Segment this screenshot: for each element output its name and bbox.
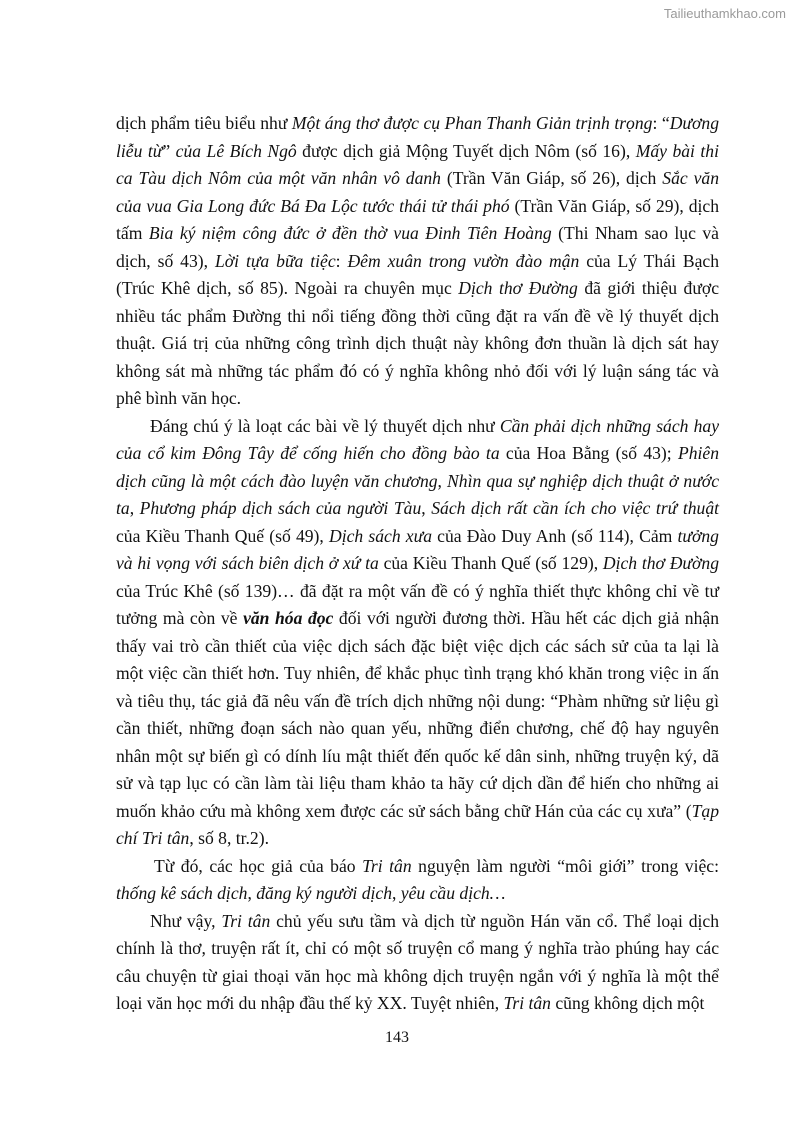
italic-title: tưởng và hi vọng với sách biên dịch ở xứ ta (116, 525, 719, 573)
italic-title: Tri tân (221, 910, 271, 931)
page-number: 143 (385, 1029, 409, 1046)
text-run: dịch phẩm tiêu biểu như (116, 113, 292, 133)
italic-title: Nhìn qua sự nghiệp dịch thuật ở nước ta (116, 470, 719, 518)
italic-title: Cần phải dịch những sách hay của cổ kim Đông Tây để cống hiến cho đồng bào ta (116, 415, 720, 463)
text-run: nguyện làm người “môi giới” trong việc: (411, 855, 719, 876)
text-run: Như vậy, (150, 910, 222, 931)
text-run: Từ đó, các học giả của báo (154, 855, 363, 876)
italic-title: Phương pháp dịch sách của người Tàu (139, 498, 422, 518)
text-run: của Hoa Bằng (số 43); (499, 443, 678, 463)
paragraph (116, 413, 719, 853)
text-run: của Kiều Thanh Quế (số 129), (378, 553, 603, 573)
text-run: (Trần Văn Giáp, số 29), dịch tấm (116, 195, 719, 243)
paragraph (116, 110, 719, 413)
text-run: đối với người đương thời. Hầu hết các dịch giả nhận thấy vai trò cần thiết của việc dịch sách đặc biệt việc dịch các sách sử của ta lại là một việc cần thiết hơn. Tuy nhiên, để khắc phục tình trạng khó khăn trong việc in ấn và tiêu thụ, tác giả đã nêu vấn đề trích dịch những nội dung: “Phàm những sử liệu gì cần thiết, những đoạn sách nào quan yếu, những điển chương, chế độ hay nguyên nhân một sự biến gì có dính líu mật thiết đến quốc kế dân sinh, những truyện ký, dã sử và tạp lục có cần làm tài liệu tham khảo ta hãy cứ dịch dần để hiến cho những ai muốn khảo cứu mà không xem được các sử sách bằng chữ Hán của các cụ xưa” ( (116, 608, 720, 821)
text-run: của Lý Thái Bạch (Trúc Khê dịch, số 85). Ngoài ra chuyên mục (116, 250, 719, 298)
italic-title: Phiên dịch cũng là một cách đào luyện văn chương (116, 443, 719, 491)
italic-title: Bia ký niệm công đức ở đền thờ vua Đinh Tiên Hoàng (148, 223, 552, 243)
italic-title: Tạp chí Tri tân (116, 800, 719, 848)
italic-title: Dương liễu từ (116, 113, 719, 161)
text-run: chủ yếu sưu tầm và dịch từ nguồn Hán văn cổ. Thể loại dịch chính là thơ, truyện rất ít, chỉ có một số truyện cổ mang ý nghĩa trào phúng hay các câu chuyện từ giai thoại văn học mà không dịch truyện ngắn với ý nghĩa là một thể loại văn học mới du nhập đầu thế kỷ XX. Tuyệt nhiên, (116, 910, 719, 1013)
italic-title: Sắc văn của vua Gia Long đức Bá Đa Lộc tước thái tử thái phó (116, 168, 719, 216)
paragraph (116, 908, 719, 1018)
italic-title: đăng ký người dịch (256, 883, 392, 903)
text-run: (Trần Văn Giáp, số 26), dịch (440, 168, 663, 188)
italic-title: Đêm xuân trong vườn đào mận (347, 250, 580, 271)
text-run: đã giới thiệu được nhiều tác phẩm Đường thi nổi tiếng đồng thời cũng đặt ra vấn đề về lý thuyết dịch thuật. Giá trị của những công trình dịch thuật này không đơn thuần là dịch sát hay không sát mà những tác phẩm đó có ý nghĩa không nhỏ đối với lý luận sáng tác và phê bình văn học. (116, 278, 719, 408)
text-run: , số 8, tr.2). (189, 828, 269, 848)
italic-title: Tri tân (362, 855, 412, 876)
text-run: của Kiều Thanh Quế (số 49), (116, 525, 329, 546)
text-run: (Thi Nham sao lục và dịch, số 43), (116, 223, 719, 271)
text-run: cũng không dịch một (550, 993, 705, 1013)
text-run: ” (162, 140, 176, 161)
watermark: Tailieuthamkhao.com (663, 6, 786, 21)
italic-title: của Lê Bích Ngô (175, 140, 297, 161)
italic-title: Lời tựa bữa tiệc (214, 250, 336, 271)
text-run: Đáng chú ý là loạt các bài về lý thuyết dịch như (150, 415, 500, 436)
text-run: , (247, 883, 257, 903)
italic-title: Một áng thơ được cụ Phan Thanh Giản trịnh trọng (291, 113, 653, 133)
italic-title: Dịch thơ Đường (602, 553, 720, 573)
text-run: của Trúc Khê (số 139)… đã đặt ra một vấn đề có ý nghĩa thiết thực không chỉ về tư tưởng mà còn về (116, 580, 719, 628)
italic-title: Dịch thơ Đường (458, 278, 578, 298)
bold-italic-term: văn hóa đọc (243, 608, 334, 628)
text-run: , (392, 883, 401, 903)
paragraph (116, 853, 719, 908)
italic-title: Mấy bài thi ca Tàu dịch Nôm của một văn nhân vô danh (116, 140, 719, 188)
page-body (116, 110, 719, 1018)
text-run: : (335, 250, 348, 271)
italic-title: Tri tân (503, 993, 551, 1013)
text-run: được dịch giả Mộng Tuyết dịch Nôm (số 16), (296, 140, 636, 161)
text-run: , (129, 498, 140, 518)
italic-title: Dịch sách xưa (328, 525, 432, 546)
text-run: : “ (652, 113, 670, 133)
text-run: , (437, 470, 448, 491)
italic-title: yêu cầu dịch… (400, 883, 506, 903)
italic-title: thống kê sách dịch (116, 883, 248, 903)
text-run: của Đào Duy Anh (số 114), Cảm (432, 525, 678, 546)
text-run: , (421, 498, 432, 518)
italic-title: Sách dịch rất cần ích cho việc trứ thuật (431, 498, 720, 518)
